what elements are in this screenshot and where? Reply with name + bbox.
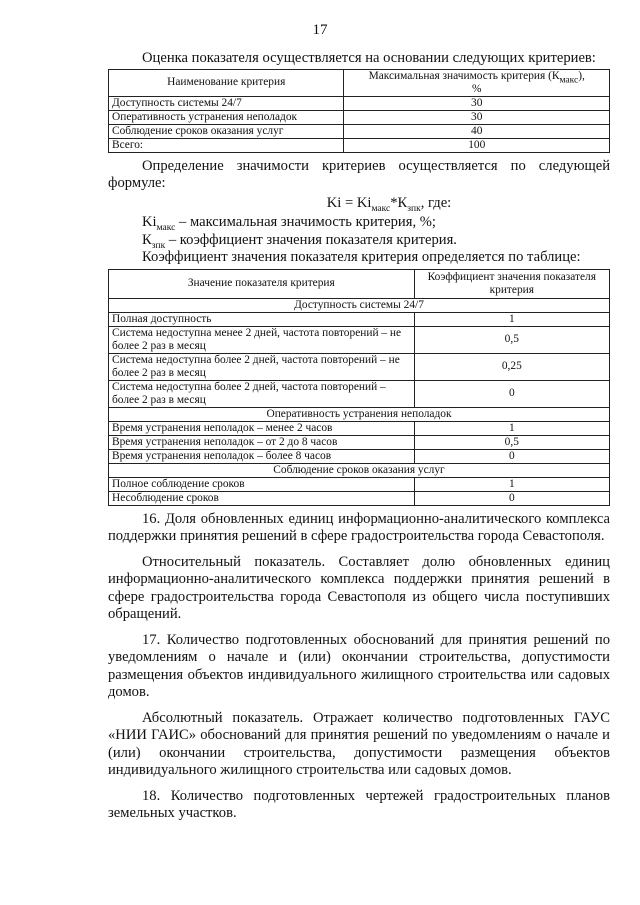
coef-value: 1 [414,312,609,326]
page-number: 17 [312,22,328,38]
criteria-value: 30 [344,110,610,124]
coef-name: Полное соблюдение сроков [109,477,415,491]
coef-value: 0,5 [414,435,609,449]
coef-name: Время устранения неполадок – менее 2 часов [109,421,415,435]
legend-ki [108,214,610,232]
table-row [109,326,610,353]
formula-star: *К [390,194,408,211]
coef-name-header: Значение показателя критерия [109,269,415,298]
table-row [109,477,610,491]
group-title: Соблюдение сроков оказания услуг [109,463,610,477]
coef-name: Несоблюдение сроков [109,491,415,505]
group-title: Доступность системы 24/7 [109,298,610,312]
coef-value: 0 [414,449,609,463]
coefficient-table-header [109,269,610,298]
table-row [109,138,610,152]
coef-name: Полная доступность [109,312,415,326]
formula [168,195,610,213]
coef-name: Система недоступна более 2 дней, частота повторений – не более 2 раз в месяц [109,353,415,380]
coef-value: 0 [414,380,609,407]
paragraph-16-desc: Относительный показатель. Составляет долю обновленных единиц информационно-аналитического комплекса поддержки принятия решений в сфере градостроительства города Севастополя из общего числа поступивших обращений. [108,553,610,622]
legend-ki-sub: макс [156,222,176,233]
criteria-max-header-unit: % [471,82,482,95]
formula-tail: , где: [420,194,452,211]
table-row [109,353,610,380]
table-row [109,124,610,138]
document-body [108,50,610,823]
table-row [109,491,610,505]
legend-k-text: – коэффициент значения показателя критерия. [165,231,457,248]
coef-name: Время устранения неполадок – более 8 часов [109,449,415,463]
table-row [109,96,610,110]
legend-ki-sym: Ki [142,214,157,230]
legend-k-sym: К [142,231,152,248]
formula-sub-max: макс [371,203,391,214]
criteria-value: 40 [344,124,610,138]
group-title-row [109,463,610,477]
criteria-max-header-sub: макс [559,74,579,85]
criteria-max-header [344,69,610,96]
formula-sub-zpk: зпк [407,203,421,214]
criteria-name: Доступность системы 24/7 [109,96,344,110]
criteria-name: Соблюдение сроков оказания услуг [109,124,344,138]
paragraph-17-desc: Абсолютный показатель. Отражает количество подготовленных ГАУС «НИИ ГАИС» обоснований для принятия решений по уведомлениям о начале и (или) окончании строительства, допустимости размещения объектов индивидуального жилищного строительства или садовых домов. [108,709,610,778]
formula-intro: Определение значимости критериев осуществляется по следующей формуле: [108,157,610,191]
group-title-row [109,407,610,421]
coef-value: 0,25 [414,353,609,380]
table2-intro: Коэффициент значения показателя критерия определяется по таблице: [142,249,581,265]
coef-value: 0 [414,491,609,505]
coef-value: 0,5 [414,326,609,353]
criteria-max-header-main: Максимальная значимость критерия (К [368,69,560,82]
criteria-table-header [109,69,610,96]
legend-k [108,232,610,250]
group-title-row [109,298,610,312]
criteria-max-header-tail: ), [578,69,585,82]
criteria-value: 100 [344,138,610,152]
coefficient-table [108,269,610,506]
group-title: Оперативность устранения неполадок [109,407,610,421]
coef-name: Система недоступна менее 2 дней, частота повторений – не более 2 раз в месяц [109,326,415,353]
legend-k-sub: зпк [151,240,166,251]
criteria-name: Оперативность устранения неполадок [109,110,344,124]
table-row [109,110,610,124]
criteria-name-header: Наименование критерия [109,69,344,96]
formula-ki: Ki = Ki [326,194,372,211]
criteria-name: Всего: [109,138,344,152]
paragraph-17: 17. Количество подготовленных обоснований для принятия решений по уведомлениям о начале и (или) окончании строительства, допустимости размещения объектов индивидуального жилищного строительства или садовых домов. [108,631,610,700]
criteria-value: 30 [344,96,610,110]
coef-value: 1 [414,477,609,491]
table-row [109,380,610,407]
table-row [109,435,610,449]
table-row [109,312,610,326]
criteria-table [108,69,610,153]
legend-ki-text: – максимальная значимость критерия, %; [175,214,436,230]
coef-value-header: Коэффициент значения показателя критерия [414,269,609,298]
table1-intro: Оценка показателя осуществляется на основании следующих критериев: [142,50,596,66]
coef-name: Время устранения неполадок – от 2 до 8 часов [109,435,415,449]
paragraph-16: 16. Доля обновленных единиц информационно-аналитического комплекса поддержки принятия решений в сфере градостроительства города Севастополя. [108,510,610,544]
table-row [109,449,610,463]
paragraph-18: 18. Количество подготовленных чертежей градостроительных планов земельных участков. [108,787,610,821]
table-row [109,421,610,435]
coef-value: 1 [414,421,609,435]
coef-name: Система недоступна более 2 дней, частота повторений – более 2 раз в месяц [109,380,415,407]
